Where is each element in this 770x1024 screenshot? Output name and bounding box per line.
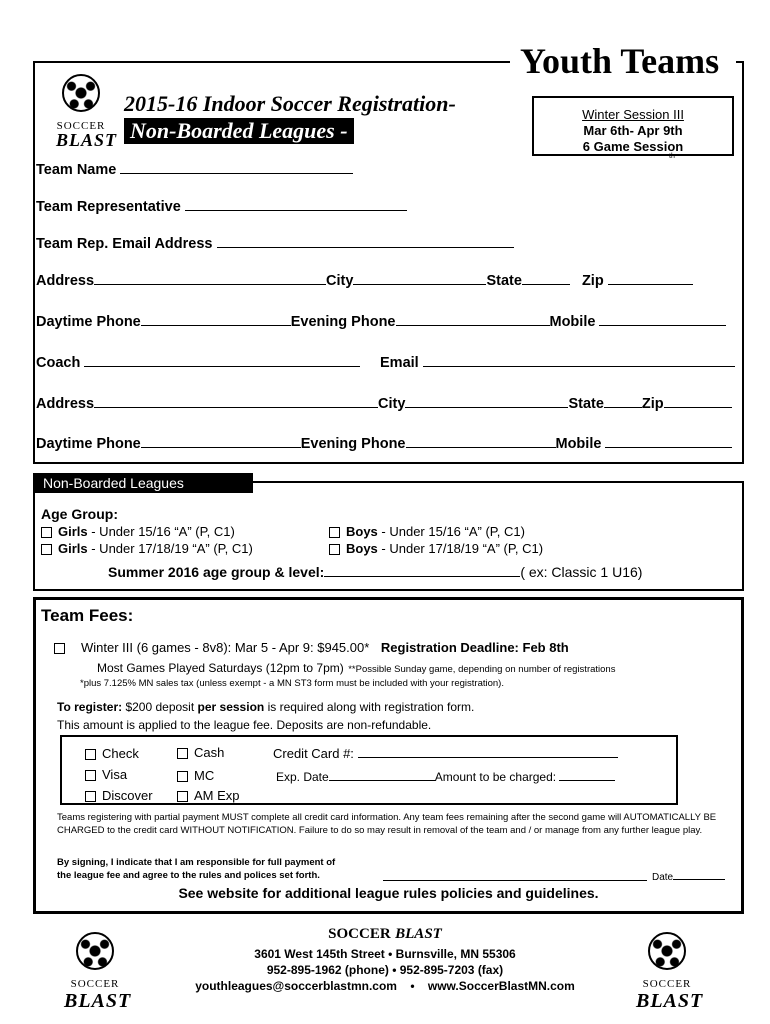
partial-payment-note: Teams registering with partial payment MUST complete all credit card information. Any team fees remaining after the second game will AUTOMATICALLY BE CHARGED to the credit card WITHOUT NOTIFICATION. Failure to do so may result in removal of the team and / or manage from any further league play. <box>57 812 717 836</box>
team-name-field[interactable] <box>120 161 353 174</box>
coach-field[interactable] <box>84 354 360 367</box>
check-checkbox[interactable] <box>85 749 96 760</box>
check-label: Check <box>102 746 139 761</box>
visa-label: Visa <box>102 767 128 782</box>
youth-teams-heading: Youth Teams <box>520 41 720 81</box>
boys-u17-text: - Under 17/18/19 “A” (P, C1) <box>377 541 544 556</box>
girls-u15-label: Girls <box>58 524 88 539</box>
coach-evening-phone-label: Evening Phone <box>300 436 406 452</box>
logo-top <box>50 72 130 157</box>
team-rep-label: Team Representative <box>36 199 181 215</box>
coach-zip-field[interactable] <box>664 395 732 408</box>
coach-city-label: City <box>378 396 406 412</box>
logo-blast-text: BLAST <box>56 130 118 150</box>
boys-u15-text: - Under 15/16 “A” (P, C1) <box>377 524 525 539</box>
coach-email-field[interactable] <box>423 354 735 367</box>
logo-soccer-text: SOCCER <box>70 978 120 990</box>
summer-example: ( ex: Classic 1 U16) <box>520 564 643 580</box>
girls-u17-text: - Under 17/18/19 “A” (P, C1) <box>87 541 253 556</box>
mobile-field[interactable] <box>599 313 726 326</box>
boys-u17-label: Boys <box>346 541 378 556</box>
logo-soccer-text: SOCCER <box>56 120 106 132</box>
title-line2: Non-Boarded Leagues - <box>124 118 354 144</box>
boys-u15-label: Boys <box>346 524 378 539</box>
city-label: City <box>326 273 354 289</box>
rep-email-field[interactable] <box>217 235 514 248</box>
session-title: Winter Session III <box>582 107 684 122</box>
exp-date-label: Exp. Date <box>276 770 329 784</box>
to-register-a: $200 deposit <box>122 700 198 714</box>
girls-u15-text: - Under 15/16 “A” (P, C1) <box>87 524 235 539</box>
exp-date-field[interactable] <box>329 768 435 781</box>
winter-text: Winter III (6 games - 8v8): Mar 5 - Apr 9: $945.00* <box>81 640 370 655</box>
to-register-b: is required along with registration form. <box>264 700 475 714</box>
applied-text: This amount is applied to the league fee. Deposits are non-refundable. <box>57 718 432 732</box>
footer-soccer: SOCCER <box>328 926 391 942</box>
logo-blast-text: BLAST <box>64 990 132 1012</box>
cash-checkbox[interactable] <box>177 748 188 759</box>
coach-label: Coach <box>36 355 81 371</box>
evening-phone-label: Evening Phone <box>290 314 396 330</box>
amex-checkbox[interactable] <box>177 791 188 802</box>
amount-label: Amount to be charged: <box>434 770 557 784</box>
age-group-heading: Age Group: <box>41 506 118 522</box>
footer-blast: BLAST <box>395 926 442 942</box>
state-label: State <box>486 273 522 289</box>
address-field[interactable] <box>94 272 326 285</box>
session-dates: Mar 6th- Apr 9th <box>583 123 683 138</box>
coach-zip-label: Zip <box>641 396 664 412</box>
mobile-label: Mobile <box>549 314 596 330</box>
credit-card-field[interactable] <box>358 745 618 758</box>
zip-field[interactable] <box>608 272 693 285</box>
website-note: See website for additional league rules policies and guidelines. <box>178 885 599 901</box>
saturdays-text: Most Games Played Saturdays (12pm to 7pm) <box>97 661 344 675</box>
top-frame-top-right <box>736 61 744 63</box>
discover-label: Discover <box>102 788 153 803</box>
coach-state-label: State <box>568 396 604 412</box>
daytime-phone-field[interactable] <box>141 313 291 326</box>
summer-label: Summer 2016 age group & level <box>108 564 320 580</box>
discover-checkbox[interactable] <box>85 791 96 802</box>
session-games: 6 Game Session <box>582 139 684 154</box>
registration-deadline: Registration Deadline: Feb 8th <box>380 640 569 655</box>
logo-soccer-text: SOCCER <box>642 978 692 990</box>
footer-bullet: • <box>410 979 415 993</box>
boys-u15-checkbox[interactable] <box>329 527 340 538</box>
soccer-ball-icon <box>62 74 100 112</box>
coach-address-field[interactable] <box>94 395 378 408</box>
title-line1: 2015-16 Indoor Soccer Registration- <box>124 91 456 116</box>
summer-field[interactable] <box>324 564 520 577</box>
rep-email-label: Team Rep. Email Address <box>36 236 213 252</box>
amex-label: AM Exp <box>194 788 240 803</box>
girls-u17-checkbox[interactable] <box>41 544 52 555</box>
coach-daytime-phone-label: Daytime Phone <box>36 436 141 452</box>
address-label: Address <box>36 273 95 289</box>
footer-website[interactable]: www.SoccerBlastMN.com <box>427 979 575 993</box>
date-label: Date <box>652 872 674 883</box>
signature-field[interactable] <box>383 880 647 881</box>
evening-phone-field[interactable] <box>396 313 550 326</box>
credit-card-label: Credit Card #: <box>273 746 354 761</box>
girls-u17-label: Girls <box>58 541 88 556</box>
footer-phones: 952-895-1962 (phone) • 952-895-7203 (fax) <box>266 963 504 977</box>
logo-blast-text: BLAST <box>636 990 704 1012</box>
mc-checkbox[interactable] <box>177 771 188 782</box>
sign-line1: By signing, I indicate that I am responsible for full payment of <box>57 857 336 868</box>
coach-email-label: Email <box>380 355 419 371</box>
team-name-label: Team Name <box>36 162 117 178</box>
coach-state-field[interactable] <box>604 395 642 408</box>
coach-daytime-phone-field[interactable] <box>141 435 301 448</box>
per-session: per session <box>197 700 265 714</box>
date-field[interactable] <box>673 870 725 880</box>
winter-checkbox[interactable] <box>54 643 65 654</box>
leagues-header: Non-Boarded Leagues <box>33 473 253 493</box>
coach-address-label: Address <box>36 396 95 412</box>
coach-evening-phone-field[interactable] <box>406 435 556 448</box>
session-th: th <box>669 153 675 160</box>
girls-u15-checkbox[interactable] <box>41 527 52 538</box>
sign-line2: the league fee and agree to the rules and polices set forth. <box>57 870 320 881</box>
top-frame-top-left <box>33 61 510 63</box>
tax-note: *plus 7.125% MN sales tax (unless exempt - a MN ST3 form must be included with your registration). <box>80 678 504 689</box>
sunday-note: **Possible Sunday game, depending on number of registrations <box>348 664 616 675</box>
footer-email[interactable]: youthleagues@soccerblastmn.com <box>195 979 397 993</box>
state-field[interactable] <box>522 272 570 285</box>
amount-field[interactable] <box>559 768 615 781</box>
footer-address: 3601 West 145th Street • Burnsville, MN 55306 <box>254 947 516 961</box>
to-register-label: To register: <box>57 700 123 714</box>
fees-title: Team Fees: <box>41 606 134 625</box>
visa-checkbox[interactable] <box>85 770 96 781</box>
coach-city-field[interactable] <box>405 395 568 408</box>
team-rep-field[interactable] <box>185 198 407 211</box>
mc-label: MC <box>194 768 215 783</box>
daytime-phone-label: Daytime Phone <box>36 314 141 330</box>
zip-label: Zip <box>581 273 604 289</box>
cash-label: Cash <box>194 745 225 760</box>
coach-mobile-field[interactable] <box>605 435 732 448</box>
boys-u17-checkbox[interactable] <box>329 544 340 555</box>
city-field[interactable] <box>353 272 486 285</box>
coach-mobile-label: Mobile <box>555 436 602 452</box>
